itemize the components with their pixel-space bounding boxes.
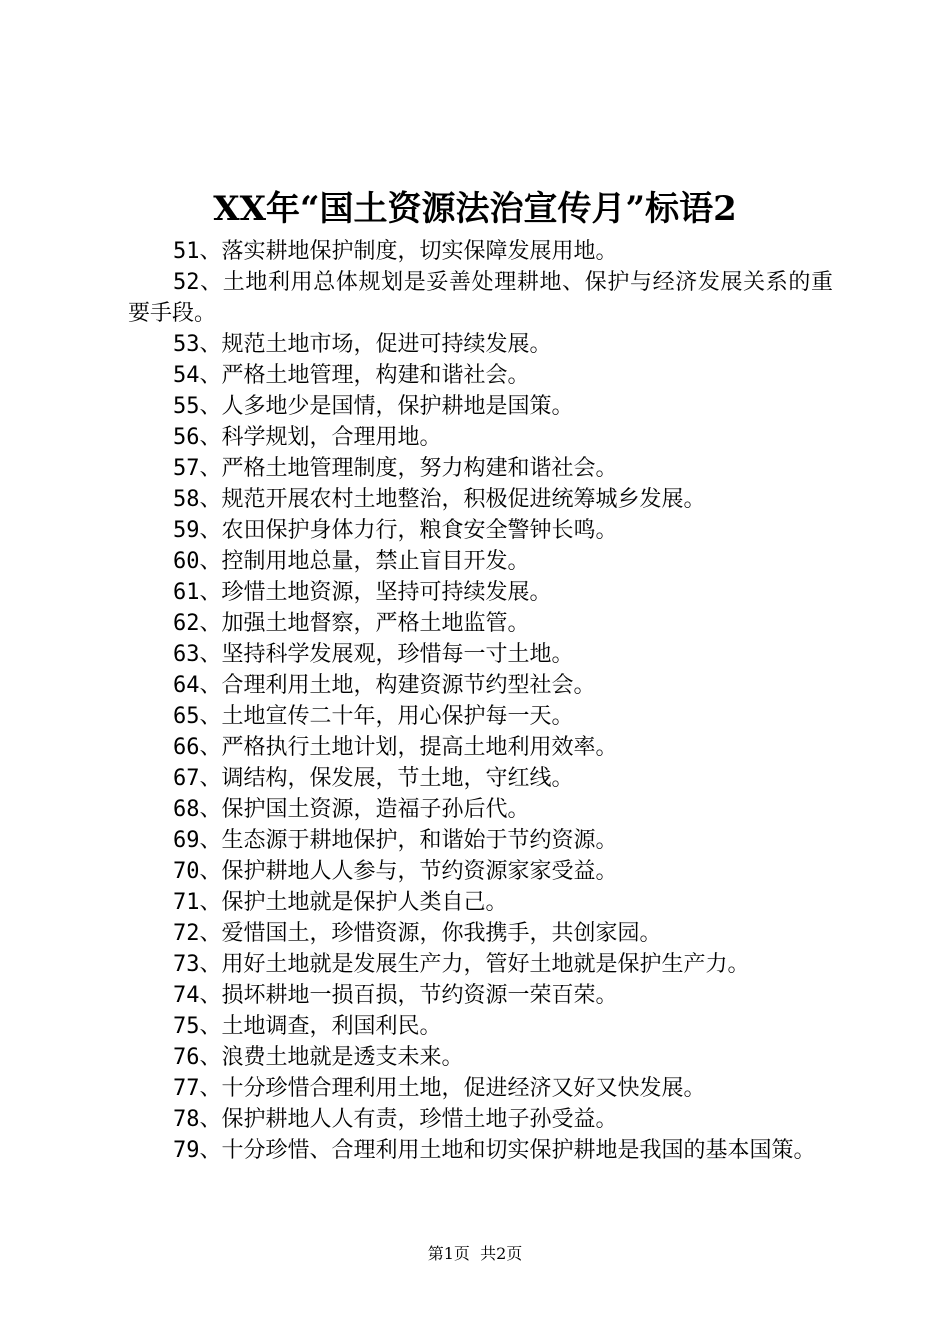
slogan-paragraph: 64、合理利用土地，构建资源节约型社会。 [173,673,596,698]
slogan-paragraph: 70、保护耕地人人参与，节约资源家家受益。 [173,859,618,884]
slogan-paragraph: 58、规范开展农村土地整治，积极促进统筹城乡发展。 [173,487,706,512]
slogan-paragraph: 51、落实耕地保护制度，切实保障发展用地。 [173,239,618,264]
slogan-paragraph: 61、珍惜土地资源，坚持可持续发展。 [173,580,552,605]
slogan-paragraph: 63、坚持科学发展观，珍惜每一寸土地。 [173,642,574,667]
slogan-paragraph: 53、规范土地市场，促进可持续发展。 [173,332,552,357]
slogan-paragraph: 59、农田保护身体力行，粮食安全警钟长鸣。 [173,518,618,543]
slogan-paragraph: 52、土地利用总体规划是妥善处理耕地、保护与经济发展关系的重要手段。 [128,270,833,326]
slogan-paragraph: 71、保护土地就是保护人类自己。 [173,890,508,915]
slogan-paragraph: 76、浪费土地就是透支未来。 [173,1045,464,1070]
slogan-paragraph: 74、损坏耕地一损百损，节约资源一荣百荣。 [173,983,618,1008]
slogan-paragraph: 62、加强土地督察，严格土地监管。 [173,611,530,636]
slogan-paragraph: 55、人多地少是国情，保护耕地是国策。 [173,394,574,419]
document-title: XX年“国土资源法治宣传月”标语2 [213,189,737,229]
slogan-paragraph: 73、用好土地就是发展生产力，管好土地就是保护生产力。 [173,952,750,977]
slogan-paragraph: 56、科学规划，合理用地。 [173,425,442,450]
slogan-paragraph: 77、十分珍惜合理利用土地，促进经济又好又快发展。 [173,1076,706,1101]
document-body [128,236,833,1166]
page-number-footer: 第1页 共2页 [427,1244,523,1263]
slogan-paragraph: 65、土地宣传二十年，用心保护每一天。 [173,704,574,729]
slogan-paragraph: 66、严格执行土地计划，提高土地利用效率。 [173,735,618,760]
slogan-paragraph: 79、十分珍惜、合理利用土地和切实保护耕地是我国的基本国策。 [173,1138,816,1163]
slogan-paragraph: 54、严格土地管理，构建和谐社会。 [173,363,530,388]
slogan-paragraph: 69、生态源于耕地保护，和谐始于节约资源。 [173,828,618,853]
slogan-paragraph: 75、土地调查，利国利民。 [173,1014,442,1039]
slogan-paragraph: 68、保护国土资源，造福子孙后代。 [173,797,530,822]
slogan-paragraph: 72、爱惜国土，珍惜资源，你我携手，共创家园。 [173,921,662,946]
slogan-paragraph: 57、严格土地管理制度，努力构建和谐社会。 [173,456,618,481]
slogan-paragraph: 60、控制用地总量，禁止盲目开发。 [173,549,530,574]
slogan-paragraph: 67、调结构，保发展，节土地，守红线。 [173,766,574,791]
slogan-paragraph: 78、保护耕地人人有责，珍惜土地子孙受益。 [173,1107,618,1132]
